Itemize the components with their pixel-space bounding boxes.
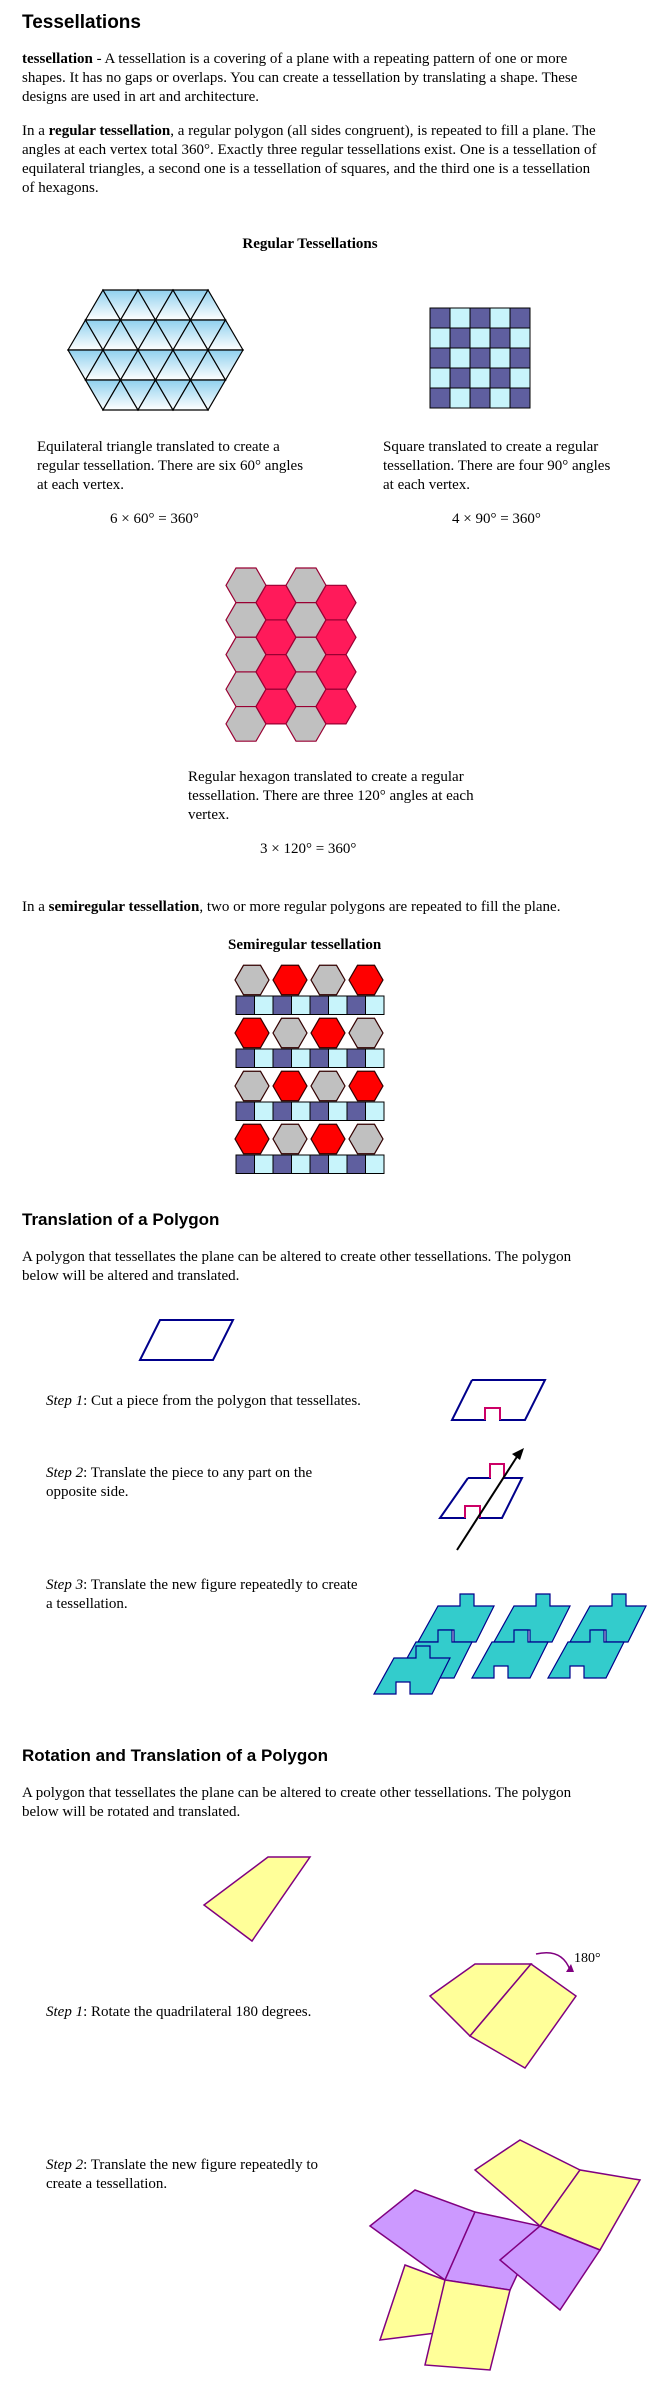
triangle-equation: 6 × 60° = 360°: [110, 511, 199, 527]
square-tile: [450, 368, 470, 388]
square-tile: [470, 368, 490, 388]
square-tile: [450, 308, 470, 328]
rotation-angle-label: 180°: [574, 1951, 601, 1966]
semi-square-tile: [329, 1155, 348, 1174]
square-tile: [510, 368, 530, 388]
regular-post: , a regular polygon (all sides congruent), is repeated to fill a plane. The angles at each vertex total 360°. Exactly three regular tessellations exist. One is a tessellation of equilateral triangles, a second one is a tessellation of squares, and the third one is a tessellation of hexagons.: [22, 123, 597, 196]
square-tile: [510, 388, 530, 408]
semi-hexagon-tile: [311, 1018, 345, 1047]
semi-hexagon-tile: [235, 1124, 269, 1153]
step-label: Step 1: [46, 2004, 84, 2020]
semi-hexagon-tile: [311, 1071, 345, 1100]
square-equation: 4 × 90° = 360°: [452, 511, 541, 527]
square-tile: [430, 328, 450, 348]
square-tile: [450, 348, 470, 368]
semi-square-tile: [366, 1049, 385, 1068]
quadrilateral-original: [204, 1855, 314, 1945]
square-tile: [490, 348, 510, 368]
semi-square-tile: [310, 996, 329, 1015]
teal-tile: [418, 1594, 494, 1642]
step-label: Step 3: [46, 1577, 84, 1593]
parallelogram-translate: [440, 1448, 540, 1553]
intro-term: tessellation: [22, 51, 93, 67]
square-tile: [430, 368, 450, 388]
semi-square-tile: [273, 1155, 292, 1174]
hexagon-tessellation: [226, 560, 386, 750]
semi-square-tile: [255, 1155, 274, 1174]
semi-square-tile: [292, 1049, 311, 1068]
semi-hexagon-tile: [273, 965, 307, 994]
square-tile: [450, 328, 470, 348]
semiregular-heading: Semiregular tessellation: [228, 937, 382, 953]
semi-hexagon-tile: [235, 965, 269, 994]
square-tile: [510, 348, 530, 368]
semi-square-tile: [310, 1102, 329, 1121]
semi-square-tile: [236, 1155, 255, 1174]
semi-square-tile: [329, 1049, 348, 1068]
regular-paragraph: [22, 122, 602, 198]
semiregular-paragraph: [22, 898, 622, 917]
semi-square-tile: [329, 996, 348, 1015]
semi-hexagon-tile: [349, 1071, 383, 1100]
square-tile: [430, 348, 450, 368]
square-caption: Square translated to create a regular tessellation. There are four 90° angles at each vertex.: [383, 439, 611, 493]
square-tile: [490, 328, 510, 348]
rotation-step-1: [46, 2003, 311, 2022]
semi-square-tile: [366, 1155, 385, 1174]
step-text: : Translate the new figure repeatedly to create a tessellation.: [46, 1577, 358, 1612]
intro-paragraph: [22, 50, 592, 107]
triangle-caption: Equilateral triangle translated to create a regular tessellation. There are six 60° angles at each vertex.: [37, 439, 304, 493]
regular-tessellations-heading: Regular Tessellations: [242, 236, 378, 252]
semi-square-tile: [366, 1102, 385, 1121]
semi-hexagon-tile: [311, 1124, 345, 1153]
translation-heading: Translation of a Polygon: [22, 1210, 220, 1229]
semi-square-tile: [255, 1049, 274, 1068]
teal-tile: [494, 1594, 570, 1642]
page-title: Tessellations: [22, 12, 141, 33]
intro-text: - A tessellation is a covering of a plane with a repeating pattern of one or more shapes. It has no gaps or overlaps. You can create a tessellation by translating a shape. These designs are used in art and architecture.: [22, 51, 578, 105]
translated-tessellation: [374, 1586, 634, 1696]
step-text: : Cut a piece from the polygon that tessellates.: [83, 1393, 361, 1409]
square-tile: [470, 308, 490, 328]
semiregular-tessellation: [232, 960, 392, 1170]
hexagon-equation: 3 × 120° = 360°: [260, 841, 357, 857]
semi-hexagon-tile: [349, 965, 383, 994]
quadrilateral-rotated: [430, 1950, 600, 2070]
teal-tile: [570, 1594, 646, 1642]
semi-hexagon-tile: [273, 1124, 307, 1153]
semi-square-tile: [347, 1049, 366, 1068]
square-tile: [450, 388, 470, 408]
semi-square-tile: [329, 1102, 348, 1121]
step-text: : Translate the piece to any part on the opposite side.: [46, 1465, 313, 1500]
semi-square-tile: [273, 1102, 292, 1121]
semi-pre: In a: [22, 899, 49, 915]
semi-square-tile: [255, 1102, 274, 1121]
semi-hexagon-tile: [273, 1071, 307, 1100]
square-tile: [470, 388, 490, 408]
semi-square-tile: [366, 996, 385, 1015]
rotation-step-2: [46, 2156, 346, 2194]
semi-hexagon-tile: [273, 1018, 307, 1047]
square-tile: [490, 368, 510, 388]
step-text: : Rotate the quadrilateral 180 degrees.: [83, 2004, 312, 2020]
semi-hexagon-tile: [311, 965, 345, 994]
semi-square-tile: [310, 1049, 329, 1068]
rotation-heading: Rotation and Translation of a Polygon: [22, 1746, 329, 1765]
translation-paragraph: A polygon that tessellates the plane can be altered to create other tessellations. The polygon below will be altered and translated.: [22, 1249, 572, 1284]
step-label: Step 1: [46, 1393, 84, 1409]
regular-term: regular tessellation: [48, 123, 171, 139]
square-tile: [470, 348, 490, 368]
semi-post: , two or more regular polygons are repeated to fill the plane.: [199, 899, 561, 915]
translation-step-3: [46, 1576, 366, 1614]
semi-square-tile: [292, 996, 311, 1015]
parallelogram-original: [140, 1318, 235, 1363]
semi-hexagon-tile: [349, 1124, 383, 1153]
semi-square-tile: [310, 1155, 329, 1174]
hexagon-caption: Regular hexagon translated to create a regular tessellation. There are three 120° angles at each vertex.: [188, 769, 474, 823]
semi-square-tile: [236, 1102, 255, 1121]
rotated-tessellation: [350, 2140, 640, 2370]
semi-hexagon-tile: [235, 1071, 269, 1100]
square-tile: [490, 308, 510, 328]
semi-hexagon-tile: [235, 1018, 269, 1047]
square-tile: [490, 388, 510, 408]
step-label: Step 2: [46, 2157, 84, 2173]
semi-square-tile: [255, 996, 274, 1015]
parallelogram-cut: [452, 1378, 547, 1423]
semi-term: semiregular tessellation: [48, 899, 200, 915]
translation-step-2: [46, 1464, 366, 1502]
square-tile: [430, 388, 450, 408]
square-tile: [510, 328, 530, 348]
square-tile: [470, 328, 490, 348]
semi-square-tile: [236, 1049, 255, 1068]
semi-square-tile: [347, 996, 366, 1015]
semi-square-tile: [273, 1049, 292, 1068]
semi-square-tile: [292, 1155, 311, 1174]
triangle-tessellation: [68, 290, 243, 420]
rotation-paragraph: A polygon that tessellates the plane can be altered to create other tessellations. The polygon below will be rotated and translated.: [22, 1785, 572, 1820]
semi-square-tile: [347, 1155, 366, 1174]
square-tile: [510, 308, 530, 328]
step-label: Step 2: [46, 1465, 84, 1481]
step-text: : Translate the new figure repeatedly to create a tessellation.: [46, 2157, 319, 2192]
semi-hexagon-tile: [349, 1018, 383, 1047]
semi-square-tile: [347, 1102, 366, 1121]
translation-step-1: [46, 1392, 361, 1411]
square-tile: [430, 308, 450, 328]
semi-square-tile: [273, 996, 292, 1015]
semi-square-tile: [236, 996, 255, 1015]
semi-square-tile: [292, 1102, 311, 1121]
regular-pre: In a: [22, 123, 49, 139]
square-tessellation: [430, 308, 530, 408]
